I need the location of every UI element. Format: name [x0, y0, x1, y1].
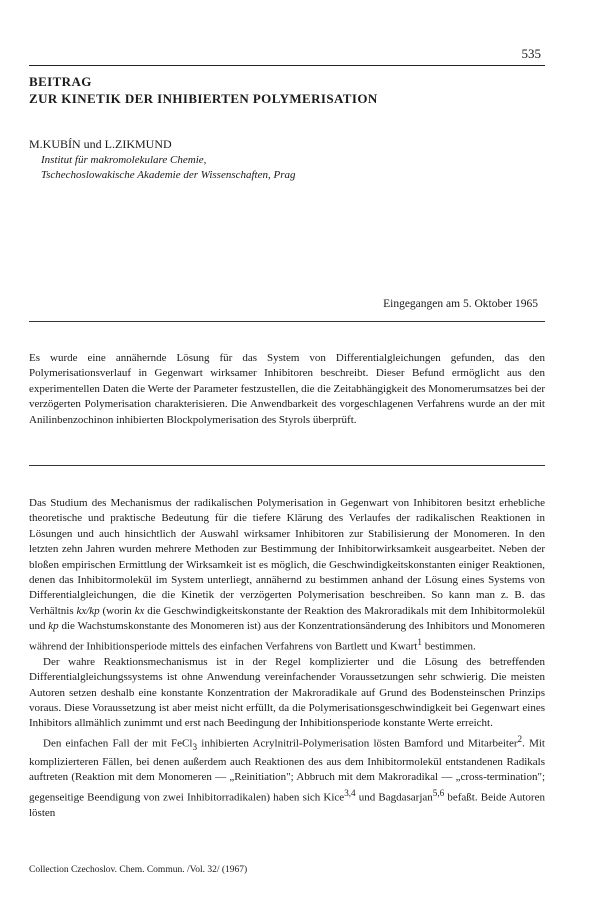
received-date: Eingegangen am 5. Oktober 1965 [383, 298, 538, 310]
kx-symbol: kx [134, 604, 145, 617]
affiliation-line-2: Tschechoslowakische Akademie der Wissenschaften, Prag [41, 169, 296, 181]
page-number: 535 [521, 46, 541, 61]
kp-symbol: kp [48, 620, 59, 633]
text-span: befaßt. Beide Autoren lösten [29, 791, 545, 819]
paragraph-1 [29, 496, 545, 655]
text-span: Das Studium des Mechanismus der radikalischen Polymerisation in Gegenwart von Inhibitoren besitzt erhebliche theoretische und praktische Bedeutung für die tiefere Klärung des Verlaufes der radikalischen Reaktionen in Lösungen und auch hinsichtlich der Auswahl wirksamer Inhibitoren zur Stabilisierung der Monomeren. In den letzten zehn Jahren wurden mehrere Methoden zur Bestimmung der Inhibitorwirksamkeit ausgearbeitet. Neben der bloßen empirischen Ermittlung der Wirksamkeit ist es möglich, die Geschwindigkeitskonstanten einiger Reaktionen, denen das Inhibitormolekül im System unterliegt, annähernd zu bestimmen anhand der Lösung eines Systems von Differentialgleichungen, die die Kinetik der verzögerten Polymerisation beschreiben. So kann man z. B. das Verhältnis [29, 497, 545, 617]
body-text [29, 496, 545, 821]
authors: M.KUBÍN und L.ZIKMUND [29, 137, 172, 151]
text-span: die Wachstumskonstante des Monomeren ist) aus der Konzentrationsänderung des Inhibitors und Monomeren während der Inhibitionsperiode mittels des einfachen Verfahrens von Bartlett und Kwart [29, 620, 545, 653]
text-span: Den einfachen Fall der mit FeCl [43, 737, 193, 750]
affiliation [41, 153, 296, 183]
citation-ref: 2 [517, 733, 523, 744]
subscript: 3 [192, 741, 198, 752]
abstract: Es wurde eine annähernde Lösung für das System von Differentialgleichungen gefunden, das den Polymerisationsverlauf in Gegenwart wirksamer Inhibitoren beschreibt. Dieser Befund ermöglicht aus den experimentellen Daten die Werte der Parameter festzustellen, die die Zeitabhängigkeit des Monomerumsatzes bei der verzögerten Polymerisation charakterisieren. Die Anwendbarkeit des vorgeschlagenen Verfahrens wurde an der mit Anilinbenzochinon inhibierten Blockpolymerisation des Styrols überprüft. [29, 352, 545, 426]
text-span: inhibierten Acrylnitril-Polymerisation lösten Bamford und Mitarbeiter [197, 737, 518, 750]
top-rule [29, 65, 545, 66]
title-line-1: BEITRAG [29, 74, 92, 89]
text-span: die Geschwindigkeitskonstante der Reaktion des Makroradikals mit dem Inhibitormolekül und [29, 604, 546, 633]
affiliation-line-1: Institut für makromolekulare Chemie, [41, 154, 207, 166]
text-span: . Mit komplizierteren Fällen, bei denen außerdem auch Reaktionen des aus dem Inhibitormolekül entstandenen Radikals auftreten (Reaktion mit dem Monomeren — „Reinitiation"; Abbruch mit dem Makroradikal — „cross-termination"; gegenseitige Beendigung von zwei Inhibitorradikalen) haben sich Kice [29, 737, 545, 804]
journal-footer: Collection Czechoslov. Chem. Commun. /Vol. 32/ (1967) [29, 865, 248, 875]
text-span: (worin [99, 604, 135, 617]
citation-ref: 3,4 [344, 787, 356, 798]
paragraph-3 [29, 732, 545, 822]
paragraph-2: Der wahre Reaktionsmechanismus ist in der Regel komplizierter und die Lösung des betreffenden Differentialgleichungssystems ist ohne Anwendung vereinfachender Voraussetzungen sehr schwierig. Die meisten Autoren setzen deshalb eine konstante Konzentration der Makroradikale auf Grund des Bodensteinschen Prinzips voraus. Diese Voraussetzung ist aber meist nicht erfüllt, da die Polymerisationsgeschwindigkeit bei Gegenwart eines Inhibitors allmählich zunimmt und erst nach Beedingung der Inhibitionsperiode konstante Werte erreicht. [29, 655, 545, 730]
text-span: und Bagdasarjan [355, 791, 433, 804]
citation-ref: 1 [417, 636, 422, 647]
citation-ref: 5,6 [432, 787, 445, 798]
abstract-bottom-rule [29, 465, 545, 466]
abstract-top-rule [29, 321, 545, 322]
rate-ratio: kx/kp [76, 604, 100, 617]
article-title [29, 73, 378, 107]
text-span: bestimmen. [421, 640, 476, 653]
title-line-2: ZUR KINETIK DER INHIBIERTEN POLYMERISATION [29, 91, 378, 106]
